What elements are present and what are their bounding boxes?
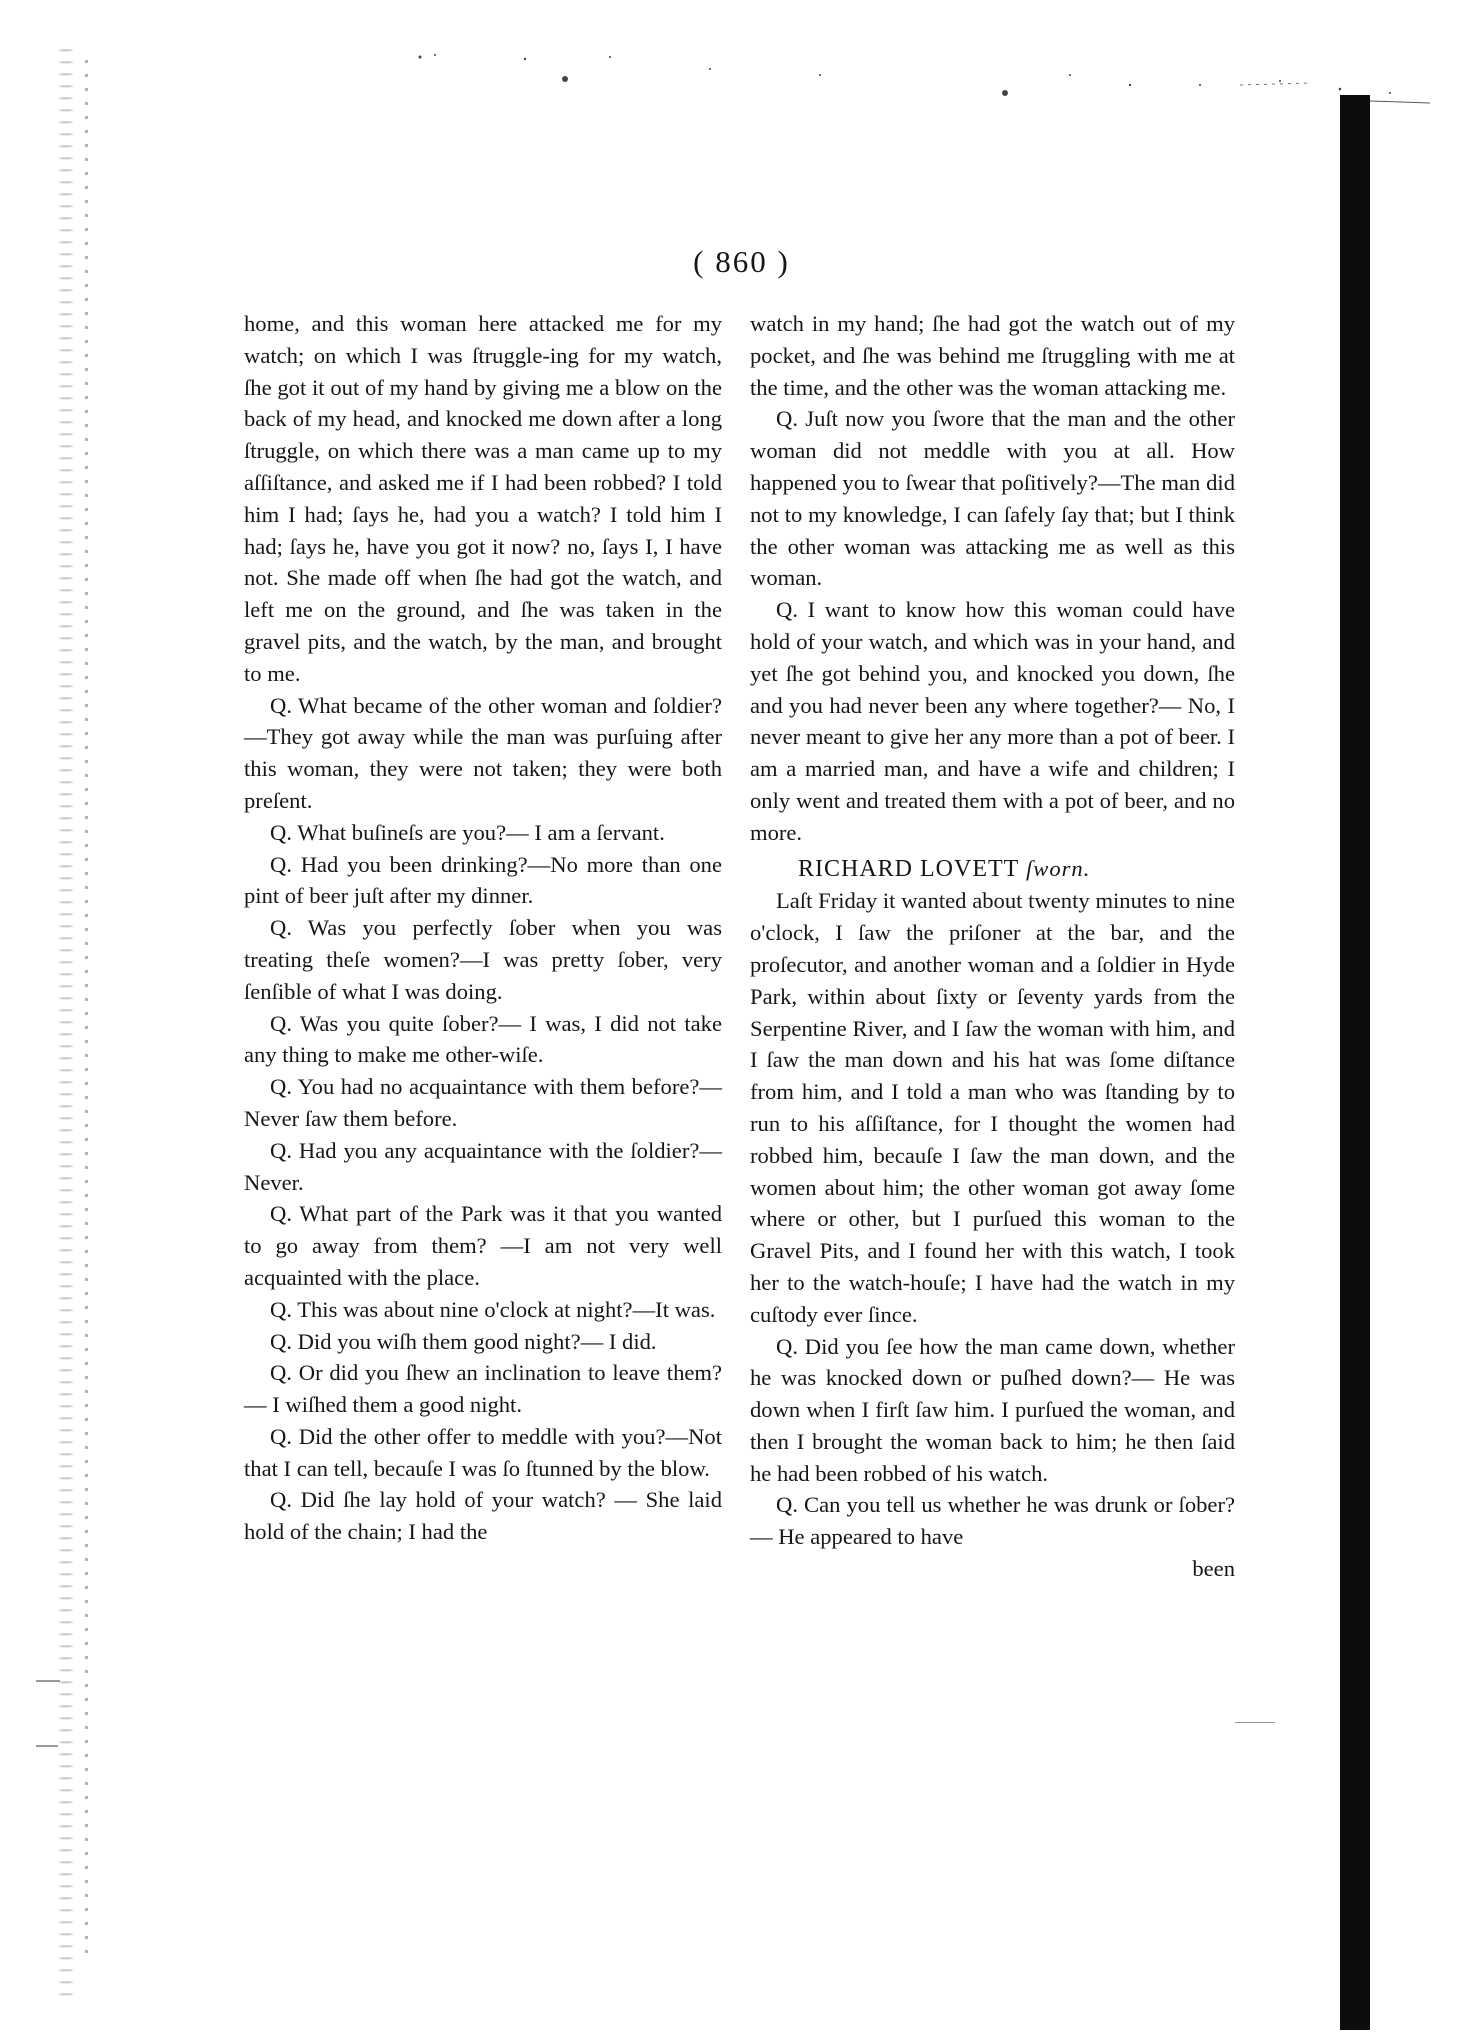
question-paragraph: Q. What became of the other woman and ſoldier?—They got away while the man was purſuing after this woman, they were not taken; they were both preſent.	[244, 692, 722, 813]
question-paragraph: Q. Was you perfectly ſober when you was treating theſe women?—I was pretty ſober, very ſenſible of what I was doing.	[244, 915, 722, 1004]
question-paragraph: Q. Did you ſee how the man came down, whether he was knocked down or puſhed down?— He was down when I firſt ſaw him. I purſued the woman, and then I brought the woman back to him; he then ſaid he had been robbed of his watch.	[750, 1333, 1235, 1486]
scan-specks-top	[380, 45, 1440, 105]
question-paragraph: Q. Did ſhe lay hold of your watch? — She laid hold of the chain; I had the	[244, 1487, 722, 1545]
question-paragraph: Q. You had no acquaintance with them before?— Never ſaw them before.	[244, 1074, 722, 1131]
scan-mark	[1235, 1722, 1275, 1723]
witness-sworn: ſworn.	[1025, 855, 1091, 881]
question-paragraph: Q. Juſt now you ſwore that the man and the other woman did not meddle with you at all. How happened you to ſwear that poſitively?—The man did not to my knowledge, I can ſafely ſay that; but I think the other woman was attacking me as well as this woman.	[750, 406, 1235, 591]
question-paragraph: Q. Did the other offer to meddle with you?—Not that I can tell, becauſe I was ſo ſtunned by the blow.	[244, 1423, 722, 1481]
scan-mark	[36, 1680, 60, 1682]
paragraph: home, and this woman here attacked me for my watch; on which I was ſtruggle-ing for my watch, ſhe got it out of my hand by giving me a blow on the back of my head, and knocked me down after a long ſtruggle, on which there was a man came up to my aſſiſtance, and asked me if I had been robbed? I told him I had; ſays he, had you a watch? I told him I had; ſays he, have you got it now? no, ſays I, I have not. She made off when ſhe had got the watch, and left me on the ground, and ſhe was taken in the gravel pits, and the watch, by the man, and brought to me.	[244, 311, 722, 686]
question-paragraph: Q. Did you wiſh them good night?— I did.	[270, 1328, 657, 1354]
right-column	[750, 308, 1235, 1585]
question-paragraph: Q. Can you tell us whether he was drunk or ſober?— He appeared to have	[750, 1492, 1235, 1550]
question-paragraph: Q. What buſineſs are you?— I am a ſervant.	[270, 819, 665, 845]
catchword: been	[1192, 1556, 1235, 1582]
witness-name: RICHARD LOVETT	[798, 855, 1020, 882]
question-paragraph: Q. This was about nine o'clock at night?—It was.	[270, 1296, 716, 1322]
scan-edge-dots	[85, 60, 88, 1960]
question-paragraph: Q. I want to know how this woman could have hold of your watch, and which was in your hand, and yet ſhe got behind you, and knocked you down, ſhe and you had never been any where together?— No, I never meant to give her any more than a pot of beer. I am a married man, and have a wife and children; I only went and treated them with a pot of beer, and no more.	[750, 597, 1235, 845]
question-paragraph: Q. What part of the Park was it that you wanted to go away from them? —I am not very well acquainted with the place.	[244, 1201, 722, 1290]
question-paragraph: Q. Had you been drinking?—No more than one pint of beer juſt after my dinner.	[244, 851, 722, 909]
scan-edge-left	[0, 40, 95, 2000]
page-spine-shadow	[1340, 95, 1370, 2030]
testimony-paragraph: Laſt Friday it wanted about twenty minutes to nine o'clock, I ſaw the priſoner at the bar, and the proſecutor, and another woman and a ſoldier in Hyde Park, within about ſixty or ſeventy yards from the Serpentine River, and I ſaw the woman with him, and I ſaw the man down and his hat was ſome diſtance from him, and I told a man who was ſtanding by to run to his aſſiſtance, for I thought the women had robbed him, becauſe I ſaw the man down, and the women about him; the other woman got away ſome where or other, but I purſued this woman to the Gravel Pits, and I found her with this watch, I took her to the watch-houſe; I have had the watch in my cuſtody ever ſince.	[750, 888, 1235, 1327]
witness-heading	[750, 853, 1235, 886]
question-paragraph: Q. Had you any acquaintance with the ſoldier?—Never.	[244, 1137, 722, 1195]
question-paragraph: Q. Or did you ſhew an inclination to leave them?— I wiſhed them a good night.	[244, 1360, 722, 1418]
paragraph: watch in my hand; ſhe had got the watch out of my pocket, and ſhe was behind me ſtruggling with me at the time, and the other was the woman attacking me.	[750, 311, 1235, 400]
page-number: ( 860 )	[693, 244, 790, 279]
left-column	[244, 308, 722, 1548]
question-paragraph: Q. Was you quite ſober?— I was, I did not take any thing to make me other-wiſe.	[244, 1010, 722, 1068]
scan-mark	[36, 1745, 58, 1747]
